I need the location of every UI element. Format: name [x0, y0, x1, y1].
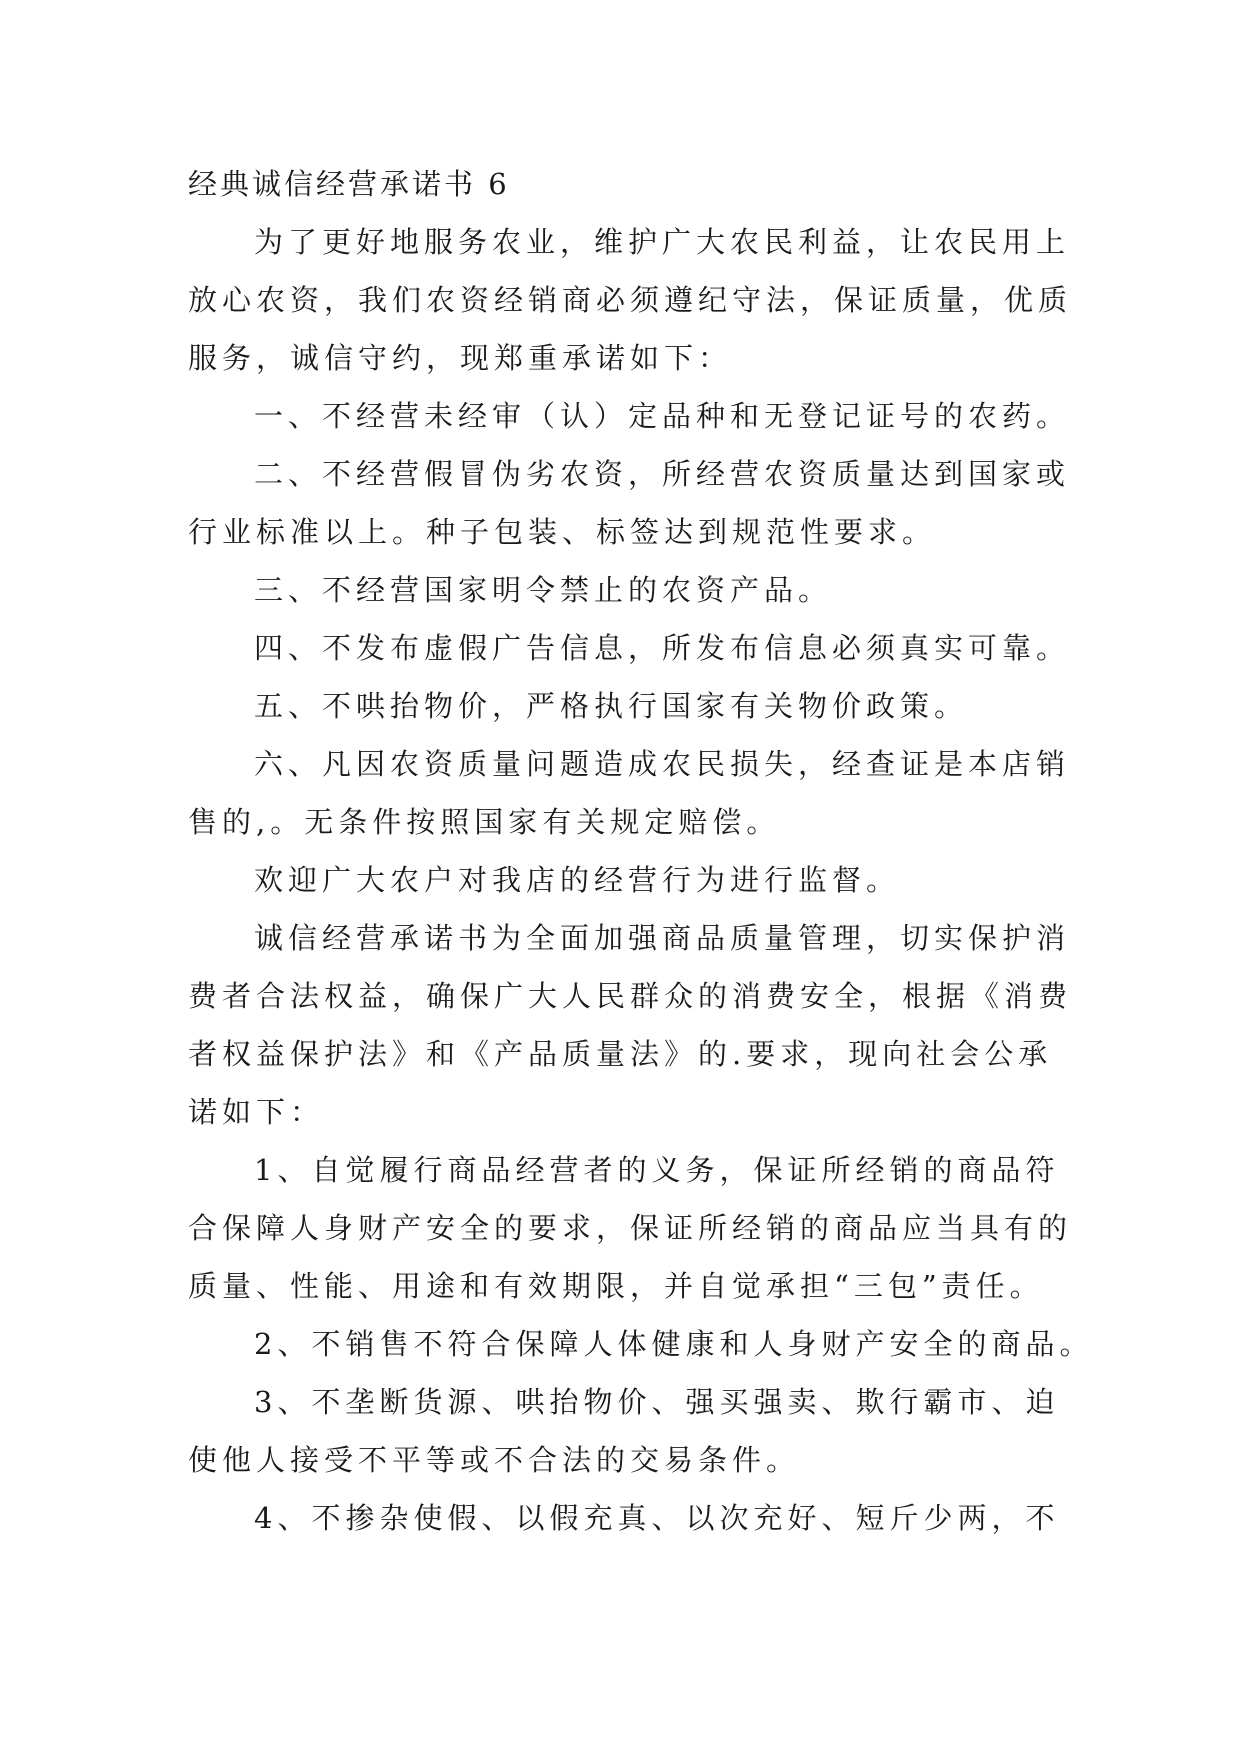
- paragraph-line: 二、不经营假冒伪劣农资，所经营农资质量达到国家或: [254, 457, 1071, 491]
- paragraph-line: 3、不垄断货源、哄抬物价、强买强卖、欺行霸市、迫: [254, 1385, 1060, 1419]
- paragraph-line: 合保障人身财产安全的要求，保证所经销的商品应当具有的: [188, 1211, 1073, 1245]
- paragraph-line: 2、不销售不符合保障人体健康和人身财产安全的商品。: [254, 1327, 1094, 1361]
- paragraph-line: 使他人接受不平等或不合法的交易条件。: [188, 1443, 801, 1477]
- paragraph-line: 诺如下：: [188, 1095, 325, 1129]
- paragraph-line: 诚信经营承诺书为全面加强商品质量管理，切实保护消: [254, 921, 1071, 955]
- paragraph-line: 一、不经营未经审（认）定品种和无登记证号的农药。: [254, 399, 1071, 433]
- paragraph-line: 五、不哄抬物价，严格执行国家有关物价政策。: [254, 689, 969, 723]
- paragraph-line: 六、凡因农资质量问题造成农民损失，经查证是本店销: [254, 747, 1071, 781]
- paragraph-line: 为了更好地服务农业，维护广大农民利益，让农民用上: [254, 225, 1071, 259]
- paragraph-line: 欢迎广大农户对我店的经营行为进行监督。: [254, 863, 901, 897]
- paragraph-line: 三、不经营国家明令禁止的农资产品。: [254, 573, 833, 607]
- paragraph-line: 行业标准以上。种子包装、标签达到规范性要求。: [188, 515, 937, 549]
- document-title: 经典诚信经营承诺书 6: [188, 167, 510, 201]
- paragraph-line: 费者合法权益，确保广大人民群众的消费安全，根据《消费: [188, 979, 1073, 1013]
- paragraph-line: 四、不发布虚假广告信息，所发布信息必须真实可靠。: [254, 631, 1071, 665]
- paragraph-line: 4、不掺杂使假、以假充真、以次充好、短斤少两，不: [254, 1501, 1060, 1535]
- paragraph-line: 放心农资，我们农资经销商必须遵纪守法，保证质量，优质: [188, 283, 1073, 317]
- paragraph-line: 1、自觉履行商品经营者的义务，保证所经销的商品符: [254, 1153, 1060, 1187]
- paragraph-line: 服务，诚信守约，现郑重承诺如下：: [188, 341, 733, 375]
- paragraph-line: 者权益保护法》和《产品质量法》的.要求，现向社会公承: [188, 1037, 1053, 1071]
- paragraph-line: 售的,。无条件按照国家有关规定赔偿。: [188, 805, 781, 839]
- paragraph-line: 质量、性能、用途和有效期限，并自觉承担“三包”责任。: [188, 1269, 1044, 1303]
